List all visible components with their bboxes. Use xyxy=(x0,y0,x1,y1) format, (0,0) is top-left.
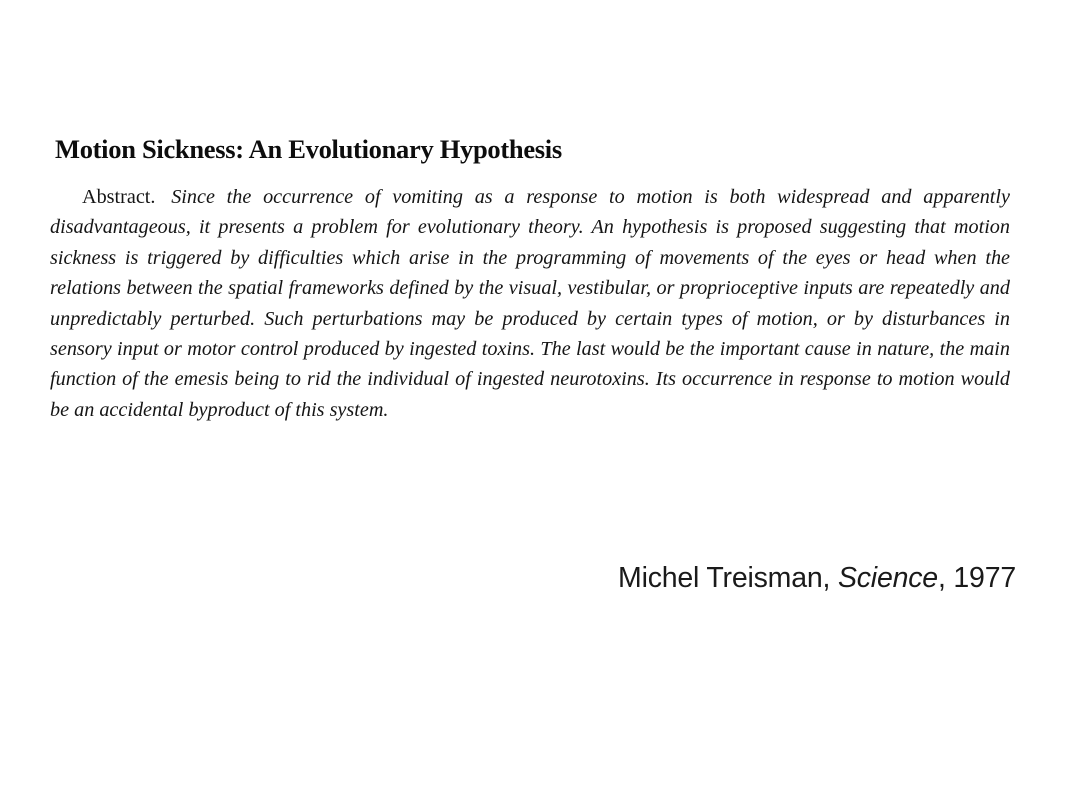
citation-year: 1977 xyxy=(953,562,1016,594)
paper-title: Motion Sickness: An Evolutionary Hypothesis xyxy=(55,134,562,164)
abstract-text: Since the occurrence of vomiting as a response to motion is both widespread and apparently disadvantageous, it presents a problem for evolutionary theory. An hypothesis is proposed suggesting that motion sickness is triggered by difficulties which arise in the programming of movements of the eyes or head when the relations between the spatial frameworks defined by the visual, vestibular, or proprioceptive inputs are repeatedly and unpredictably perturbed. Such perturbations may be produced by certain types of motion, or by disturbances in sensory input or motor control produced by ingested toxins. The last would be the important cause in nature, the main function of the emesis being to rid the individual of ingested neurotoxins. Its occurrence in response to motion would be an accidental byproduct of this system. xyxy=(50,186,1010,421)
abstract-paragraph xyxy=(50,182,1010,425)
citation-journal: Science xyxy=(837,562,938,594)
paper-excerpt xyxy=(50,132,1010,425)
citation-author: Michel Treisman xyxy=(618,562,823,594)
citation: Michel Treisman, Science, 1977 xyxy=(618,562,1016,594)
abstract-label: Abstract. xyxy=(82,186,156,208)
